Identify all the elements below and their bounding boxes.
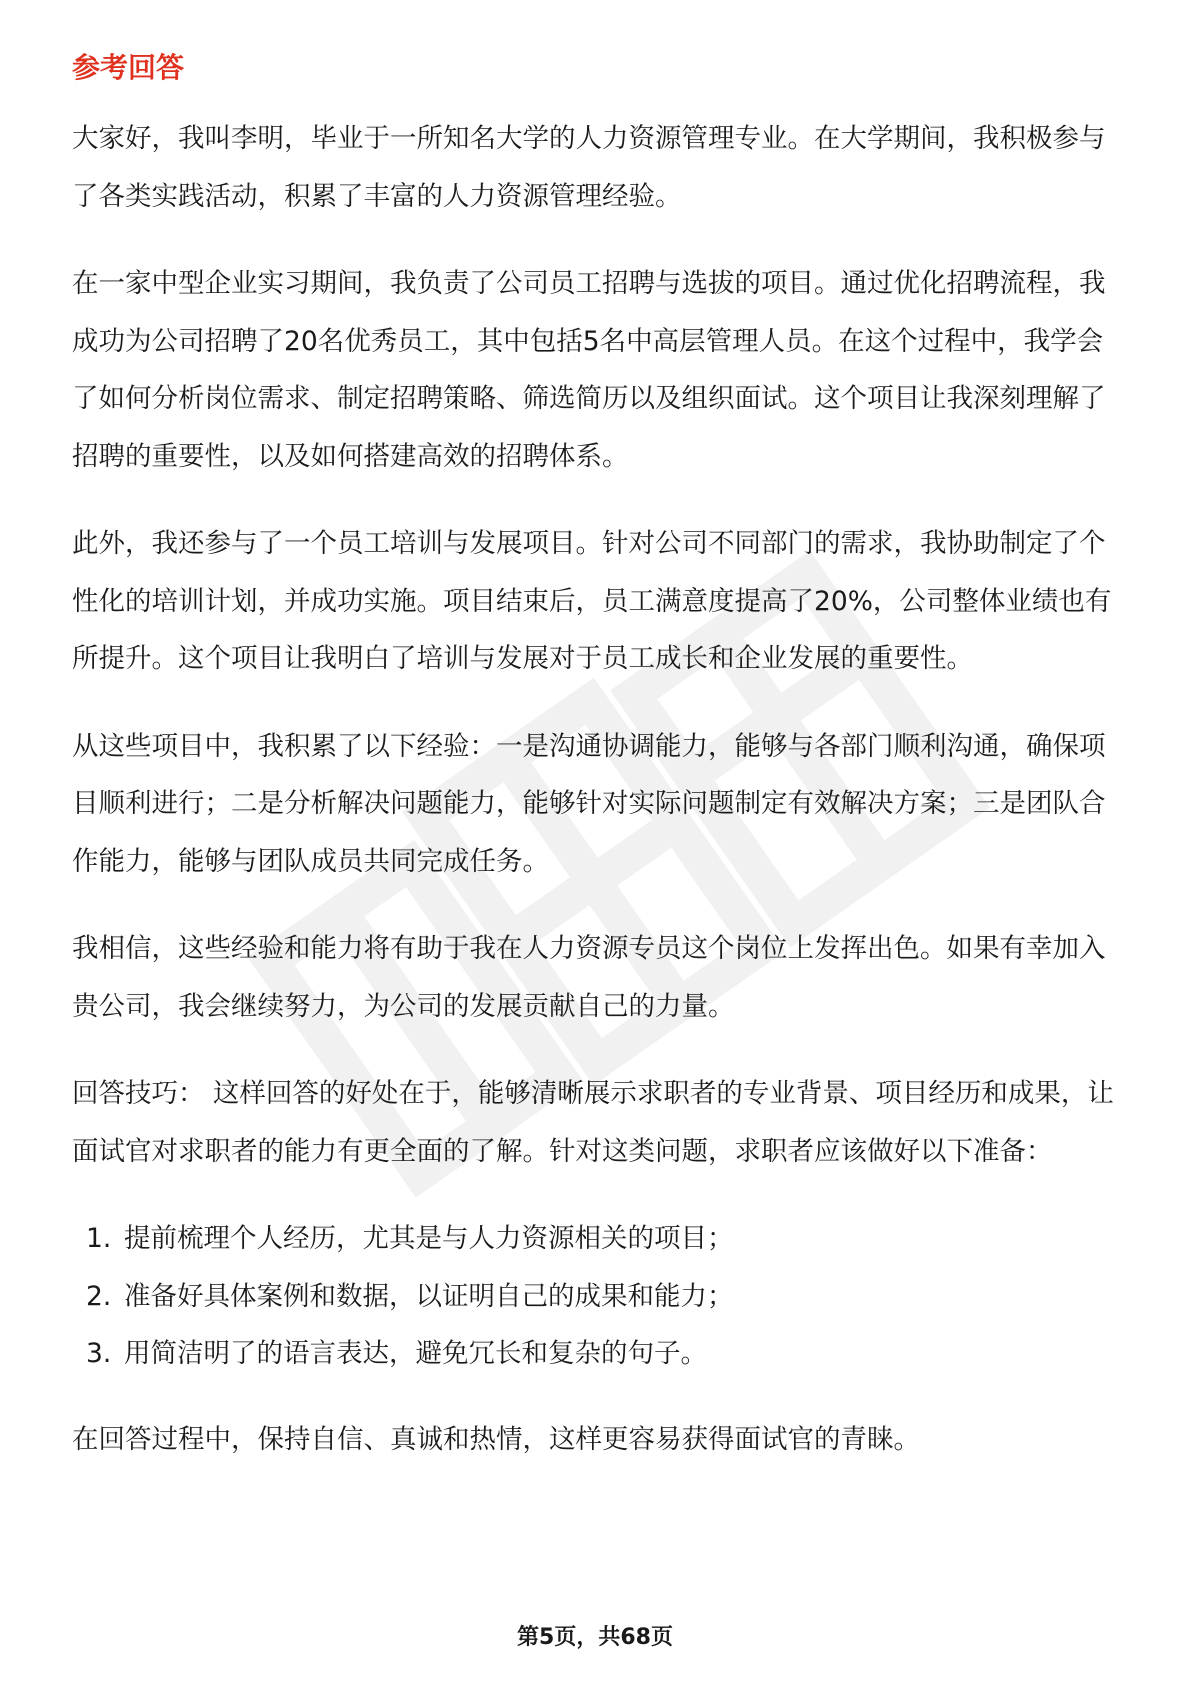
list-item (72, 1210, 1122, 1268)
paragraph: 此外，我还参与了一个员工培训与发展项目。针对公司不同部门的需求，我协助制定了个性化的培训计划，并成功实施。项目结束后，员工满意度提高了20%，公司整体业绩也有所提升。这个项目让我明白了培训与发展对于员工成长和企业发展的重要性。 (72, 528, 1112, 674)
paragraph: 从这些项目中，我积累了以下经验：一是沟通协调能力，能够与各部门顺利沟通，确保项目顺利进行；二是分析解决问题能力，能够针对实际问题制定有效解决方案；三是团队合作能力，能够与团队成员共同完成任务。 (72, 730, 1106, 877)
list-item-number: 1. (86, 1223, 112, 1254)
section-title: 参考回答 (72, 51, 185, 84)
paragraph: 大家好，我叫李明，毕业于一所知名大学的人力资源管理专业。在大学期间，我积极参与了各类实践活动，积累了丰富的人力资源管理经验。 (72, 123, 1106, 212)
list-item (72, 1325, 1122, 1383)
list-item-number: 2. (86, 1280, 112, 1312)
paragraph: 我相信，这些经验和能力将有助于我在人力资源专员这个岗位上发挥出色。如果有幸加入贵公司，我会继续努力，为公司的发展贡献自己的力量。 (72, 933, 1106, 1022)
list-item-number: 3. (86, 1338, 112, 1369)
paragraph: 在一家中型企业实习期间，我负责了公司员工招聘与选拔的项目。通过优化招聘流程，我成功为公司招聘了20名优秀员工，其中包括5名中高层管理人员。在这个过程中，我学会了如何分析岗位需求、制定招聘策略、筛选简历以及组织面试。这个项目让我深刻理解了招聘的重要性，以及如何搭建高效的招聘体系。 (72, 268, 1106, 472)
closing-paragraph: 在回答过程中，保持自信、真诚和热情，这样更容易获得面试官的青睐。 (72, 1423, 920, 1455)
list-item (72, 1268, 1122, 1326)
list-item-text: 准备好具体案例和数据，以证明自己的成果和能力； (124, 1280, 734, 1312)
tips-list (72, 1210, 1122, 1383)
list-item-text: 用简洁明了的语言表达，避免冗长和复杂的句子。 (124, 1338, 707, 1369)
page-footer: 第5页，共68页 (517, 1625, 673, 1650)
document-body (72, 44, 1122, 1498)
answer-tips-paragraph: 回答技巧： 这样回答的好处在于，能够清晰展示求职者的专业背景、项目经历和成果，让面试官对求职者的能力有更全面的了解。针对这类问题，求职者应该做好以下准备： (72, 1078, 1114, 1167)
list-item-text: 提前梳理个人经历，尤其是与人力资源相关的项目； (124, 1223, 734, 1254)
